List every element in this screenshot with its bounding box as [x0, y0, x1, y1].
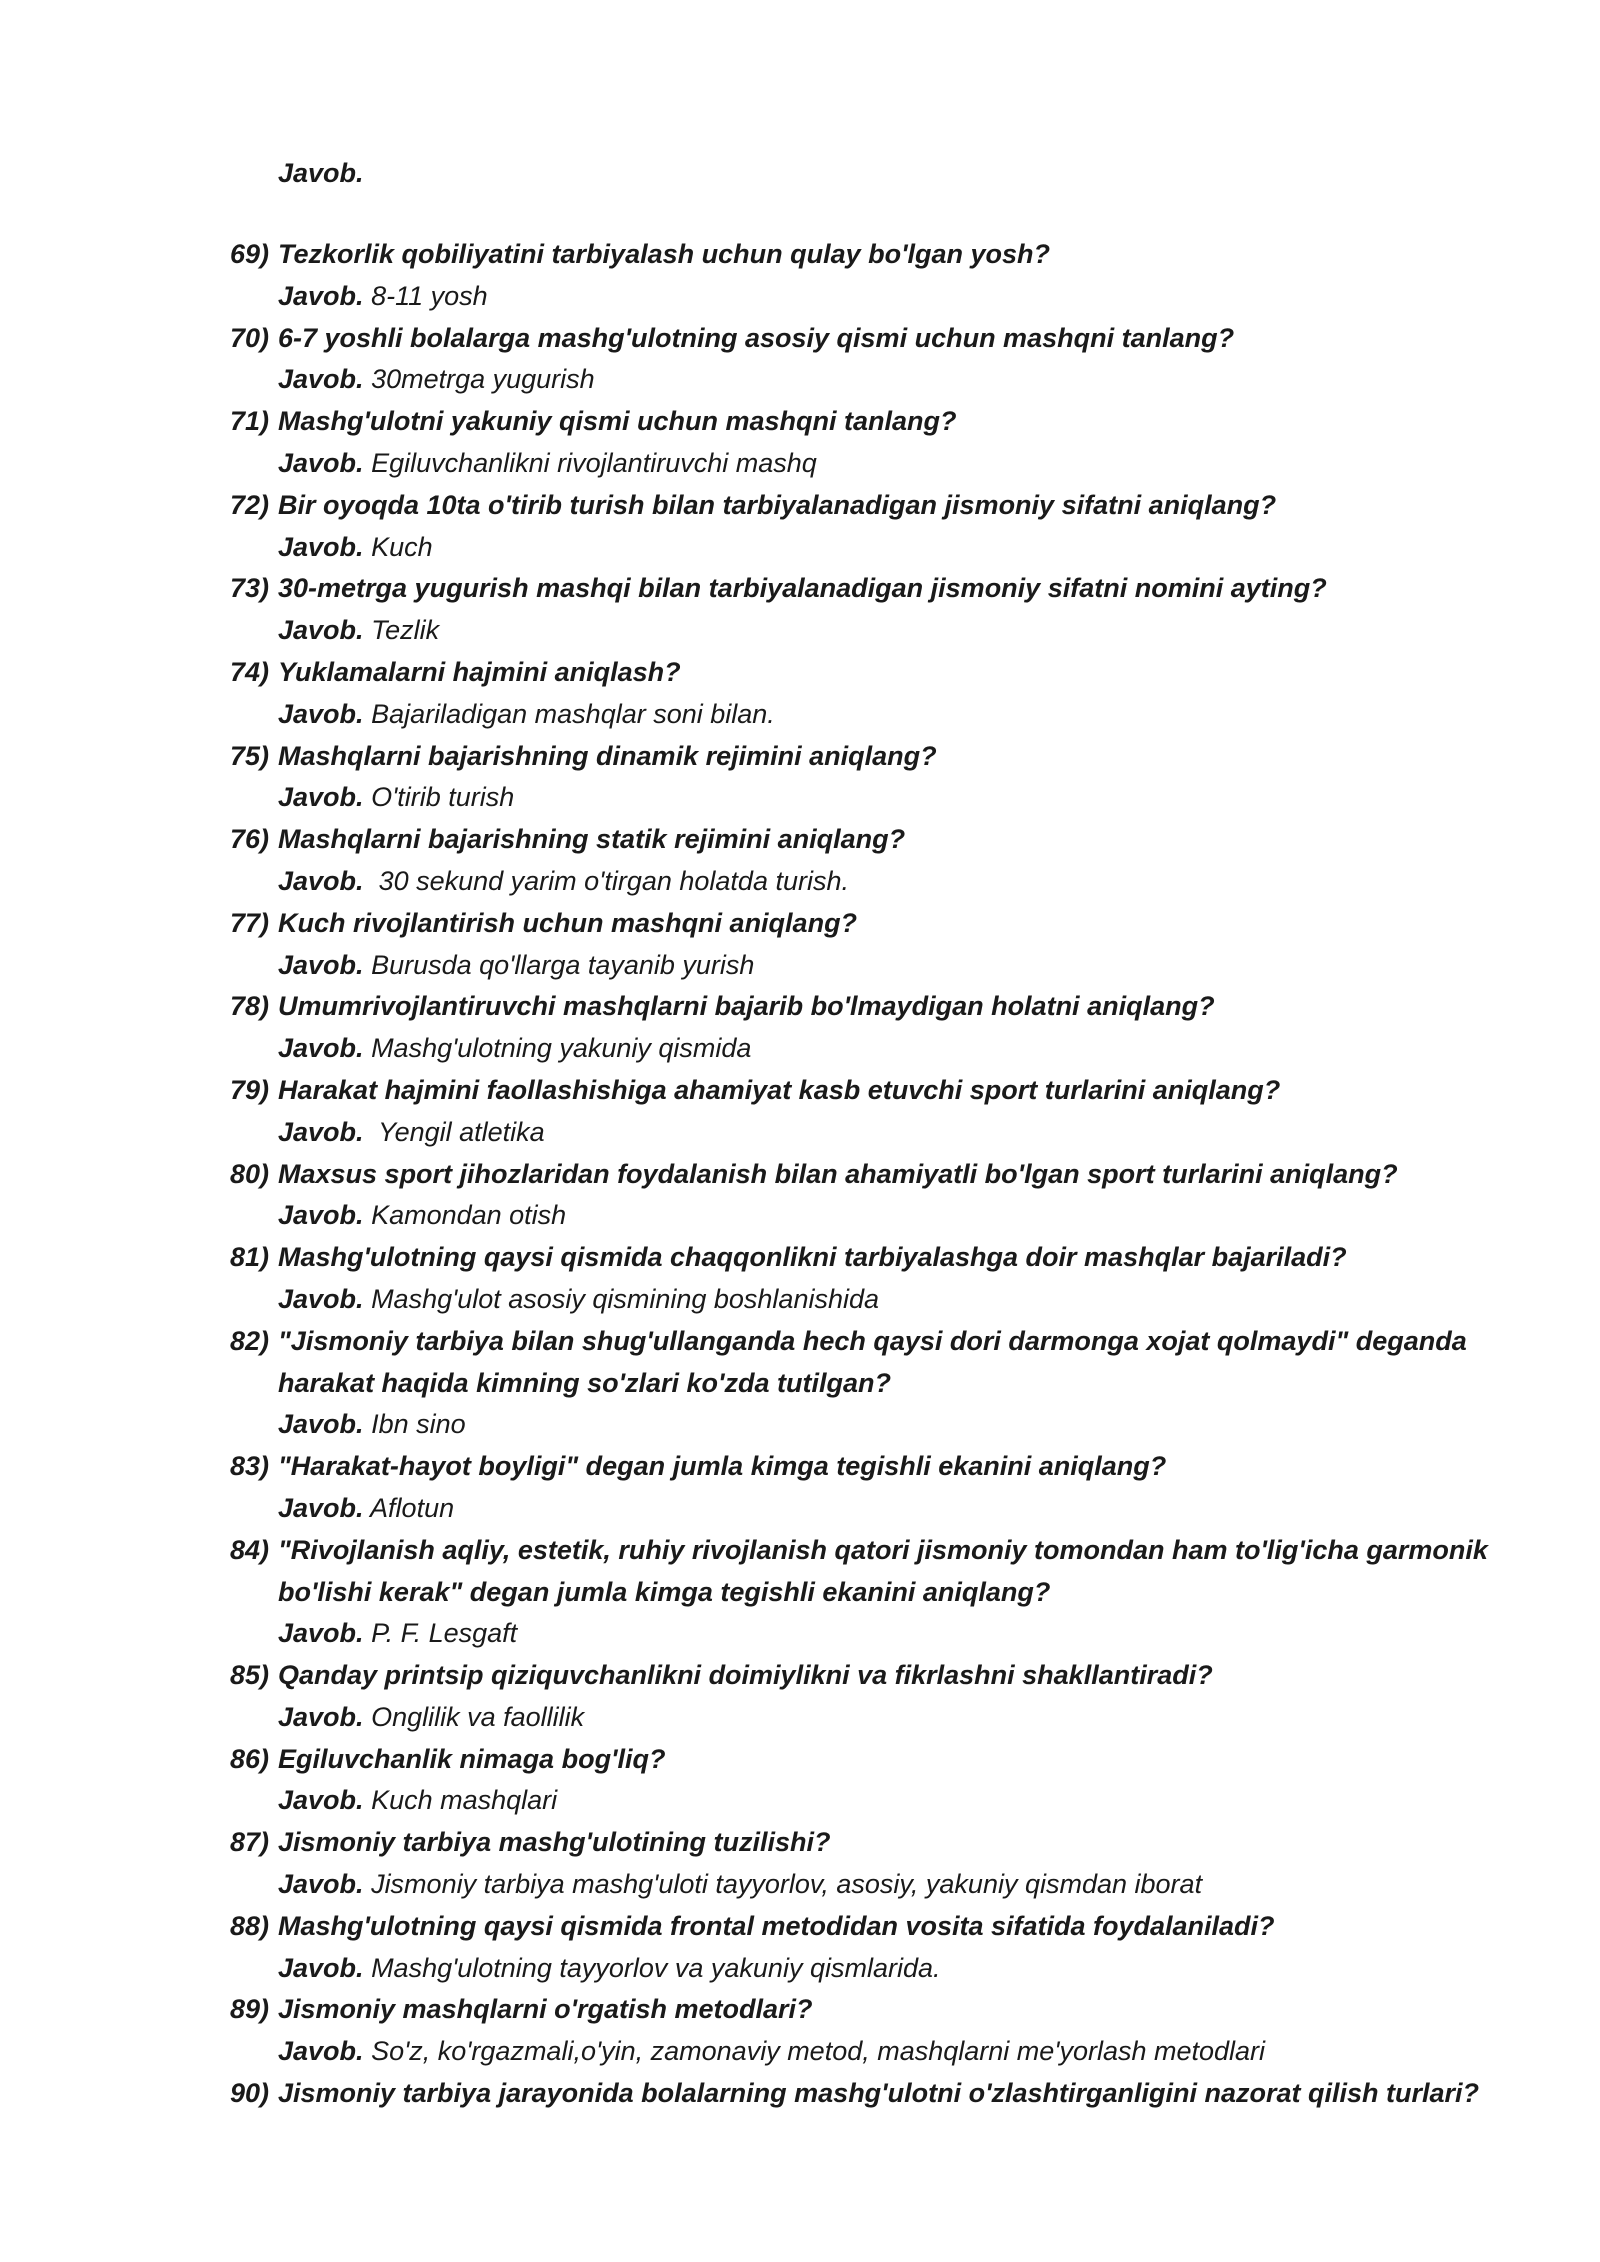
qa-item	[230, 1989, 1530, 2073]
question-row	[230, 1530, 1530, 1614]
answer-label: Javob.	[278, 1409, 364, 1440]
answer-label: Javob.	[278, 1618, 364, 1649]
question-text: Yuklamalarni hajmini aniqlash?	[278, 656, 681, 687]
question-text: Bir oyoqda 10ta o'tirib turish bilan tarbiyalanadigan jismoniy sifatni aniqlang?	[278, 489, 1277, 520]
question-number: 70)	[230, 322, 270, 353]
qa-item	[230, 485, 1530, 569]
question-row	[230, 1154, 1530, 1196]
answer-label: Javob.	[278, 865, 364, 896]
qa-item	[230, 2073, 1530, 2115]
answer-label: Javob.	[278, 531, 364, 562]
answer-row	[230, 1195, 1530, 1237]
question-number: 73)	[230, 573, 270, 604]
question-number: 90)	[230, 2078, 270, 2109]
question-number: 78)	[230, 991, 270, 1022]
answer-label: Javob.	[278, 615, 364, 646]
question-number: 82)	[230, 1325, 270, 1356]
answer-text: O'tirib turish	[371, 782, 515, 813]
answer-text: Kuch	[371, 531, 433, 562]
answer-row	[230, 1780, 1530, 1822]
qa-item	[230, 1530, 1530, 1655]
question-text: Mashqlarni bajarishning dinamik rejimini aniqlang?	[278, 740, 937, 771]
question-number: 88)	[230, 1910, 270, 1941]
answer-row	[230, 2031, 1530, 2073]
answer-label: Javob.	[278, 2036, 364, 2067]
question-number: 71)	[230, 406, 270, 437]
answer-label: Javob.	[278, 1701, 364, 1732]
qa-item	[230, 819, 1530, 903]
question-text: 6-7 yoshli bolalarga mashg'ulotning asosiy qismi uchun mashqni tanlang?	[278, 322, 1235, 353]
answer-row	[230, 359, 1530, 401]
question-text: 30-metrga yugurish mashqi bilan tarbiyalanadigan jismoniy sifatni nomini ayting?	[278, 573, 1327, 604]
qa-item	[230, 568, 1530, 652]
answer-text: Mashg'ulotning tayyorlov va yakuniy qismlarida.	[371, 1952, 941, 1983]
answer-text: Burusda qo'llarga tayanib yurish	[371, 949, 755, 980]
answer-row	[230, 945, 1530, 987]
answer-row	[230, 1613, 1530, 1655]
answer-label: Javob.	[278, 1492, 364, 1523]
qa-item	[230, 1070, 1530, 1154]
qa-item	[230, 401, 1530, 485]
question-text: Umumrivojlantiruvchi mashqlarni bajarib bo'lmaydigan holatni aniqlang?	[278, 991, 1215, 1022]
question-row	[230, 819, 1530, 861]
question-number: 79)	[230, 1074, 270, 1105]
question-row	[230, 485, 1530, 527]
question-list	[230, 234, 1530, 2115]
qa-item	[230, 903, 1530, 987]
qa-item	[230, 1446, 1530, 1530]
answer-text: Egiluvchanlikni rivojlantiruvchi mashq	[371, 447, 817, 478]
answer-label: Javob.	[278, 447, 364, 478]
answer-row	[230, 777, 1530, 819]
question-text: Mashg'ulotning qaysi qismida chaqqonlikni tarbiyalashga doir mashqlar bajariladi?	[278, 1242, 1347, 1273]
question-row	[230, 1739, 1530, 1781]
qa-item	[230, 1321, 1530, 1446]
question-text: Mashqlarni bajarishning statik rejimini aniqlang?	[278, 824, 906, 855]
answer-text: 8-11 yosh	[371, 280, 488, 311]
answer-label: Javob.	[278, 1952, 364, 1983]
answer-row	[230, 276, 1530, 318]
answer-text: Mashg'ulot asosiy qismining boshlanishida	[371, 1283, 879, 1314]
qa-item	[230, 1154, 1530, 1238]
qa-item	[230, 1739, 1530, 1823]
question-row	[230, 568, 1530, 610]
question-number: 86)	[230, 1743, 270, 1774]
answer-text: Mashg'ulotning yakuniy qismida	[371, 1033, 752, 1064]
question-number: 80)	[230, 1158, 270, 1189]
question-text: "Jismoniy tarbiya bilan shug'ullanganda hech qaysi dori darmonga xojat qolmaydi" deganda harakat haqida kimning so'zlari ko'zda tutilgan?	[278, 1325, 1467, 1398]
answer-label: Javob.	[278, 364, 364, 395]
question-row	[230, 1906, 1530, 1948]
answer-row	[230, 1279, 1530, 1321]
answer-row	[230, 527, 1530, 569]
question-number: 84)	[230, 1534, 270, 1565]
question-number: 74)	[230, 656, 270, 687]
question-text: Harakat hajmini faollashishiga ahamiyat kasb etuvchi sport turlarini aniqlang?	[278, 1074, 1281, 1105]
answer-row	[230, 1948, 1530, 1990]
question-row	[230, 1321, 1530, 1405]
answer-text: 30 sekund yarim o'tirgan holatda turish.	[371, 865, 849, 896]
question-number: 72)	[230, 489, 270, 520]
question-number: 77)	[230, 907, 270, 938]
question-text: Kuch rivojlantirish uchun mashqni aniqlang?	[278, 907, 858, 938]
answer-text: Jismoniy tarbiya mashg'uloti tayyorlov, asosiy, yakuniy qismdan iborat	[371, 1869, 1203, 1900]
question-number: 76)	[230, 824, 270, 855]
qa-item	[230, 1906, 1530, 1990]
answer-row	[230, 861, 1530, 903]
question-number: 69)	[230, 239, 270, 269]
qa-item	[230, 1237, 1530, 1321]
answer-label: Javob.	[278, 1283, 364, 1314]
answer-text: Aflotun	[370, 1492, 455, 1523]
answer-label: Javob.	[278, 1116, 364, 1147]
answer-text: So'z, ko'rgazmali,o'yin, zamonaviy metod, mashqlarni me'yorlash metodlari	[371, 2036, 1266, 2067]
qa-item	[230, 986, 1530, 1070]
answer-label: Javob.	[278, 782, 364, 813]
answer-text: Kuch mashqlari	[371, 1785, 558, 1816]
question-text: Jismoniy mashqlarni o'rgatish metodlari?	[278, 1994, 813, 2025]
question-row	[230, 1237, 1530, 1279]
question-text: Jismoniy tarbiya jarayonida bolalarning mashg'ulotni o'zlashtirganligini nazorat qilish turlari?	[278, 2078, 1480, 2109]
question-text: Mashg'ulotni yakuniy qismi uchun mashqni tanlang?	[278, 406, 957, 437]
question-row	[230, 1989, 1530, 2031]
question-row	[230, 652, 1530, 694]
question-text: "Harakat-hayot boyligi" degan jumla kimga tegishli ekanini aniqlang?	[278, 1451, 1167, 1482]
answer-row	[230, 1028, 1530, 1070]
qa-item	[230, 1822, 1530, 1906]
question-text: Egiluvchanlik nimaga bog'liq?	[278, 1743, 666, 1774]
qa-item	[230, 318, 1530, 402]
question-text: Qanday printsip qiziquvchanlikni doimiylikni va fikrlashni shakllantiradi?	[278, 1660, 1213, 1691]
top-answer-label: Javob.	[278, 158, 364, 188]
answer-text: Bajariladigan mashqlar soni bilan.	[371, 698, 775, 729]
question-number: 83)	[230, 1451, 270, 1482]
answer-row	[230, 1404, 1530, 1446]
question-row	[230, 1822, 1530, 1864]
question-number: 89)	[230, 1994, 270, 2025]
question-number: 87)	[230, 1827, 270, 1858]
question-row	[230, 736, 1530, 778]
answer-label: Javob.	[278, 1785, 364, 1816]
answer-label: Javob.	[278, 1033, 364, 1064]
qa-item	[230, 652, 1530, 736]
question-text: Tezkorlik qobiliyatini tarbiyalash uchun qulay bo'lgan yosh?	[278, 239, 1051, 269]
question-number: 75)	[230, 740, 270, 771]
answer-text: Onglilik va faollilik	[371, 1701, 585, 1732]
question-row	[230, 318, 1530, 360]
answer-row	[230, 443, 1530, 485]
question-number: 85)	[230, 1660, 270, 1691]
question-text: Mashg'ulotning qaysi qismida frontal metodidan vosita sifatida foydalaniladi?	[278, 1910, 1275, 1941]
question-text: Maxsus sport jihozlaridan foydalanish bilan ahamiyatli bo'lgan sport turlarini aniqlang?	[278, 1158, 1398, 1189]
answer-row	[230, 1488, 1530, 1530]
answer-text: Tezlik	[371, 615, 440, 646]
answer-label: Javob.	[278, 1200, 364, 1231]
answer-label: Javob.	[278, 949, 364, 980]
qa-item	[230, 1655, 1530, 1739]
question-row	[230, 1446, 1530, 1488]
answer-row	[230, 694, 1530, 736]
answer-text: 30metrga yugurish	[371, 364, 595, 395]
answer-text: P. F. Lesgaft	[371, 1618, 518, 1649]
question-row	[230, 234, 1530, 276]
question-number: 81)	[230, 1242, 270, 1273]
question-row	[230, 401, 1530, 443]
answer-text: Ibn sino	[371, 1409, 466, 1440]
answer-row	[230, 1864, 1530, 1906]
question-row	[230, 1655, 1530, 1697]
answer-text: Kamondan otish	[371, 1200, 567, 1231]
answer-text: Yengil atletika	[371, 1116, 545, 1147]
qa-item	[230, 234, 1530, 318]
question-text: "Rivojlanish aqliy, estetik, ruhiy rivojlanish qatori jismoniy tomondan ham to'lig'icha garmonik bo'lishi kerak" degan jumla kimga tegishli ekanini aniqlang?	[278, 1534, 1488, 1607]
answer-row	[230, 1112, 1530, 1154]
answer-label: Javob.	[278, 698, 364, 729]
answer-row	[230, 610, 1530, 652]
question-row	[230, 2073, 1530, 2115]
answer-row	[230, 1697, 1530, 1739]
answer-label: Javob.	[278, 1869, 364, 1900]
answer-label: Javob.	[278, 280, 364, 311]
question-row	[230, 903, 1530, 945]
question-row	[230, 1070, 1530, 1112]
question-row	[230, 986, 1530, 1028]
question-text: Jismoniy tarbiya mashg'ulotining tuzilishi?	[278, 1827, 831, 1858]
qa-item	[230, 736, 1530, 820]
